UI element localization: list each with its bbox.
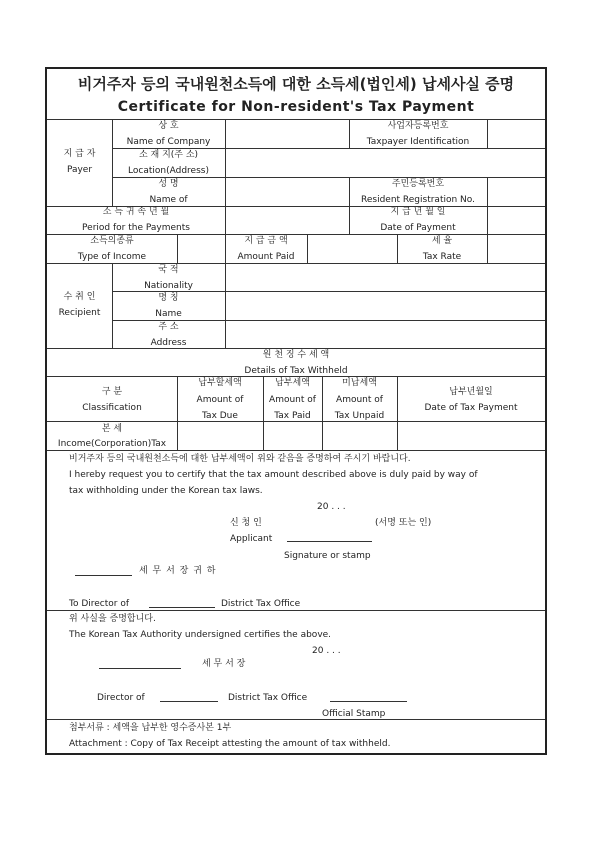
tax-withheld-label-ko: 원 천 징 수 세 액 bbox=[262, 350, 330, 360]
recipient-name-label-en: Name bbox=[155, 309, 182, 319]
request-text-ko: 비거주자 등의 국내원천소득에 대한 납부세액이 위와 같음을 증명하여 주시기 바랍니다. bbox=[69, 454, 411, 464]
address-field[interactable] bbox=[226, 321, 544, 347]
address-label-en: Address bbox=[150, 338, 187, 348]
income-type-label-ko: 소득의종류 bbox=[90, 236, 134, 246]
director-of-field[interactable] bbox=[160, 701, 218, 702]
tax-unpaid-header-ko: 미납세액 bbox=[342, 378, 377, 388]
location-field[interactable] bbox=[226, 149, 544, 176]
location-label-en: Location(Address) bbox=[128, 166, 209, 176]
to-director-label: To Director of bbox=[69, 599, 130, 609]
recipient-label-ko: 수 취 인 bbox=[63, 292, 96, 302]
official-stamp-field[interactable] bbox=[330, 701, 407, 702]
payment-date-field[interactable] bbox=[488, 207, 544, 233]
district-office-label: District Tax Office bbox=[221, 599, 301, 609]
title-english: Certificate for Non-resident's Tax Payment bbox=[117, 99, 475, 115]
title-korean: 비거주자 등의 국내원천소득에 대한 소득세(법인세) 납세사실 증명 bbox=[77, 75, 515, 93]
tax-paid-header-en2: Tax Paid bbox=[274, 411, 311, 421]
tax-office-name-field[interactable] bbox=[75, 575, 132, 576]
tax-rate-field[interactable] bbox=[488, 235, 544, 262]
tax-withheld-label-en: Details of Tax Withheld bbox=[244, 366, 348, 376]
tax-paid-header-ko: 납부세액 bbox=[275, 378, 310, 388]
certificate-form bbox=[45, 67, 547, 755]
resident-no-label-ko: 주민등록번호 bbox=[391, 179, 445, 189]
tax-payment-date-header-en: Date of Tax Payment bbox=[424, 403, 518, 413]
person-name-label-en: Name of bbox=[149, 195, 188, 205]
amount-paid-field[interactable] bbox=[308, 235, 396, 262]
rule bbox=[112, 119, 113, 206]
tax-due-header-ko: 납부할세액 bbox=[198, 378, 242, 388]
person-name-field[interactable] bbox=[226, 178, 348, 205]
attachment-text-ko: 첨부서류 : 세액을 납부한 영수증사본 1부 bbox=[69, 723, 232, 733]
period-field[interactable] bbox=[226, 207, 348, 233]
certify-office-name-field[interactable] bbox=[99, 668, 181, 669]
certify-district-office-label: District Tax Office bbox=[228, 693, 308, 703]
tax-payment-date-field[interactable] bbox=[398, 422, 544, 449]
certify-text-ko: 위 사실을 증명합니다. bbox=[69, 614, 156, 624]
amount-paid-label-ko: 지 급 금 액 bbox=[244, 236, 288, 246]
classification-header-en: Classification bbox=[82, 403, 142, 413]
location-label-ko: 소 재 지(주 소) bbox=[138, 150, 199, 160]
director-office-field[interactable] bbox=[149, 607, 215, 608]
taxpayer-id-field[interactable] bbox=[488, 120, 544, 147]
income-tax-row-label-en: Income(Corporation)Tax bbox=[57, 439, 167, 449]
person-name-label-ko: 성 명 bbox=[158, 179, 179, 189]
resident-no-field[interactable] bbox=[488, 178, 544, 205]
company-name-field[interactable] bbox=[226, 120, 348, 147]
payment-date-label-ko: 지 급 년 월 일 bbox=[390, 207, 446, 217]
tax-due-header-en1: Amount of bbox=[196, 395, 244, 405]
request-text-en1: I hereby request you to certify that the tax amount described above is duly paid by way of bbox=[69, 470, 478, 480]
income-type-field[interactable] bbox=[178, 235, 224, 262]
tax-paid-header-en1: Amount of bbox=[269, 395, 316, 405]
request-date[interactable]: 20 . . . bbox=[317, 502, 346, 512]
applicant-signature-line[interactable] bbox=[287, 541, 372, 542]
tax-unpaid-field[interactable] bbox=[323, 422, 396, 449]
payer-label-ko: 지 급 자 bbox=[63, 149, 96, 159]
tax-unpaid-header-en2: Tax Unpaid bbox=[334, 411, 385, 421]
tax-rate-label-en: Tax Rate bbox=[422, 252, 462, 262]
period-label-ko: 소 득 귀 속 년 월 bbox=[102, 207, 170, 217]
taxpayer-id-label-en: Taxpayer Identification bbox=[366, 137, 470, 147]
income-type-label-en: Type of Income bbox=[77, 252, 147, 262]
recipient-label-en: Recipient bbox=[58, 308, 101, 318]
payer-label-en: Payer bbox=[66, 165, 93, 175]
rule bbox=[47, 450, 545, 451]
tax-office-head-label: 세 무 서 장 귀 하 bbox=[139, 566, 217, 576]
tax-rate-label-ko: 세 율 bbox=[431, 236, 453, 246]
rule bbox=[47, 719, 545, 720]
certify-text-en: The Korean Tax Authority undersigned certifies the above. bbox=[69, 630, 332, 640]
income-tax-row-label-ko: 본 세 bbox=[101, 424, 123, 434]
tax-due-field[interactable] bbox=[178, 422, 262, 449]
director-of-label: Director of bbox=[97, 693, 145, 703]
company-name-label-en: Name of Company bbox=[126, 137, 211, 147]
nationality-label-ko: 국 적 bbox=[158, 265, 179, 275]
attachment-text-en: Attachment : Copy of Tax Receipt attesting the amount of tax withheld. bbox=[69, 739, 391, 749]
official-stamp-label: Official Stamp bbox=[322, 709, 386, 719]
signature-label-ko: (서명 또는 인) bbox=[375, 518, 432, 528]
tax-paid-field[interactable] bbox=[264, 422, 321, 449]
tax-due-header-en2: Tax Due bbox=[202, 411, 238, 421]
rule bbox=[47, 234, 545, 235]
payment-date-label-en: Date of Payment bbox=[380, 223, 456, 233]
nationality-label-en: Nationality bbox=[144, 281, 193, 291]
resident-no-label-en: Resident Registration No. bbox=[361, 195, 475, 205]
certify-date[interactable]: 20 . . . bbox=[312, 646, 341, 656]
signature-label-en: Signature or stamp bbox=[284, 551, 371, 561]
address-label-ko: 주 소 bbox=[158, 322, 179, 332]
nationality-field[interactable] bbox=[226, 264, 544, 290]
tax-payment-date-header-ko: 납부년월일 bbox=[449, 387, 493, 397]
applicant-label-en: Applicant bbox=[230, 534, 273, 544]
tax-unpaid-header-en1: Amount of bbox=[336, 395, 383, 405]
certify-office-label-ko: 세 무 서 장 bbox=[202, 659, 246, 669]
amount-paid-label-en: Amount Paid bbox=[237, 252, 295, 262]
applicant-label-ko: 신 청 인 bbox=[230, 518, 262, 528]
request-text-en2: tax withholding under the Korean tax laws. bbox=[69, 486, 263, 496]
taxpayer-id-label-ko: 사업자등록번호 bbox=[387, 121, 449, 131]
company-name-label-ko: 상 호 bbox=[158, 121, 179, 131]
classification-header-ko: 구 분 bbox=[101, 387, 123, 397]
period-label-en: Period for the Payments bbox=[82, 223, 190, 233]
recipient-name-field[interactable] bbox=[226, 292, 544, 319]
recipient-name-label-ko: 명 칭 bbox=[158, 293, 179, 303]
rule bbox=[47, 610, 545, 611]
